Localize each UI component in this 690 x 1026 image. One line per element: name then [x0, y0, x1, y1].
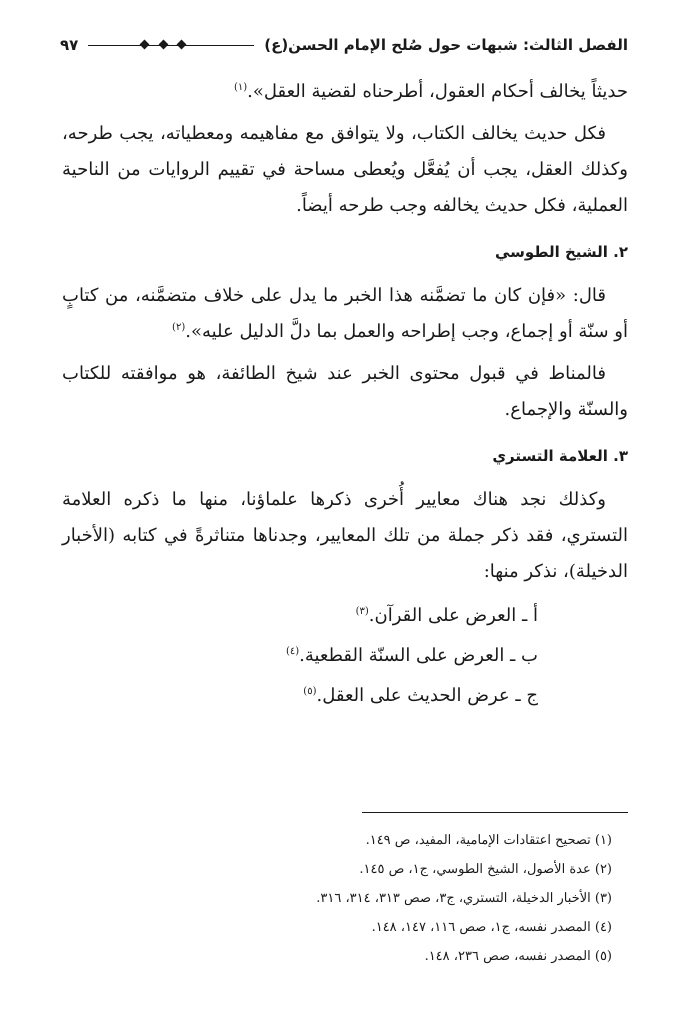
footnote-ref: (٢): [172, 322, 186, 333]
footnote: (٣) الأخبار الدخيلة، التستري، ج٣، صص ٣١٣، ٣١٤، ٣١٦.: [316, 891, 612, 906]
main-text: [62, 74, 628, 716]
diamond-ornament-icon: [158, 40, 168, 50]
section-heading: ٣. العلامة التستري: [492, 447, 628, 465]
footnote-ref: (٥): [303, 686, 317, 697]
list-item: ج ـ عرض الحديث على العقل.$^{(٥)}$: [303, 685, 538, 706]
section-heading: ٢. الشيخ الطوسي: [495, 243, 628, 261]
list-item: أ ـ العرض على القرآن.$^{(٣)}$: [355, 605, 538, 626]
footnote: (٤) المصدر نفسه، ج١، صص ١١٦، ١٤٧، ١٤٨.: [371, 920, 612, 935]
paragraph: حديثاً يخالف أحكام العقول، أطرحناه لقضية العقل».$^{(١)}$: [233, 81, 628, 102]
chapter-title: الفصل الثالث: شبهات حول صُلح الإمام الحسن(ع): [264, 36, 628, 54]
footnote-ref: (٤): [285, 646, 300, 657]
list-item: ب ـ العرض على السنّة القطعية.$^{(٤)}$: [285, 645, 538, 666]
page-number: ٩٧: [60, 36, 79, 54]
paragraph: فالمناط في قبول محتوى الخبر عند شيخ الطائفة، هو موافقته للكتاب والسنّة والإجماع.: [62, 363, 628, 420]
ornamental-rule: [88, 38, 254, 52]
diamond-ornament-icon: [140, 40, 150, 50]
footnote-separator: [362, 812, 628, 813]
paragraph: قال: «فإن كان ما تضمَّنه هذا الخبر ما يدل على خلاف متضمَّنه، من كتابٍ أو سنّة أو إجماع، وجب إطراحه والعمل بما دلَّ الدليل عليه».$^{(٢)}$: [62, 285, 628, 342]
paragraph: فكل حديث يخالف الكتاب، ولا يتوافق مع مفاهيمه ومعطياته، يجب طرحه، وكذلك العقل، يجب أن يُفعَّل ويُعطى مساحة في تقييم الروايات من الناحية العملية، فكل حديث يخالفه وجب طرحه أيضاً.: [62, 123, 628, 216]
running-header: [60, 30, 628, 60]
diamond-ornament-icon: [176, 40, 186, 50]
footnotes: [62, 826, 612, 971]
footnote-ref: (١): [233, 82, 248, 93]
footnote-ref: (٣): [355, 606, 369, 617]
footnote: (١) تصحيح اعتقادات الإمامية، المفيد، ص ١٤٩.: [365, 833, 612, 848]
footnote: (٥) المصدر نفسه، صص ٢٣٦، ١٤٨.: [424, 949, 612, 964]
paragraph: وكذلك نجد هناك معايير أُخرى ذكرها علماؤنا، منها ما ذكره العلامة التستري، فقد ذكر جملة من تلك المعايير، وجدناها متناثرةً في كتابه (الأخبار الدخيلة)، نذكر منها:: [62, 489, 628, 582]
footnote: (٢) عدة الأصول، الشيخ الطوسي، ج١، ص ١٤٥.: [359, 862, 612, 877]
